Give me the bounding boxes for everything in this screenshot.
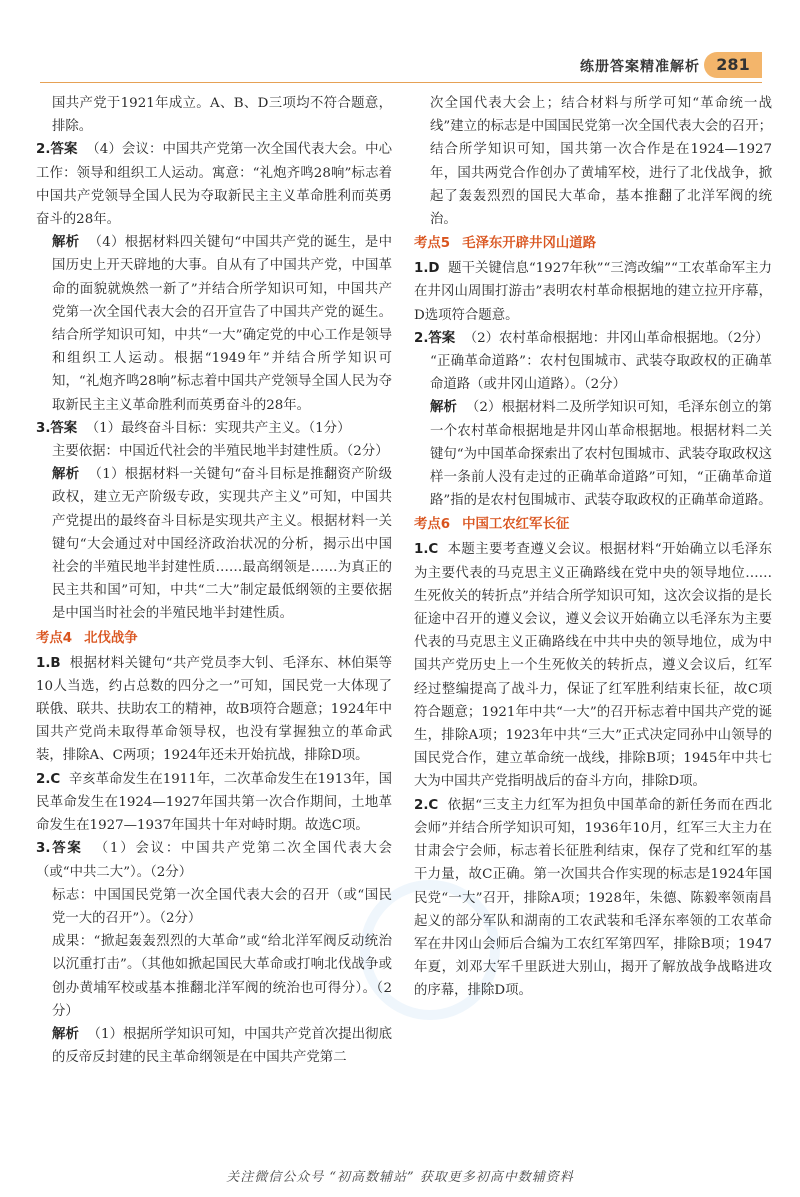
analysis-tag: 解析 — [52, 467, 80, 483]
header-title: 练册答案精准解析 — [580, 59, 700, 75]
explanation-text: 依据“三支主力红军为担负中国革命的新任务而在西北会师”并结合所学知识可知，1936年10月，红军三大主力在甘肃会宁会师，标志着长征胜利结束，保存了党和红军的基干力量，故C正确。第一次国共合作实现的标志是1924年国民党“一大”召开，排除A项；1928年，朱德、陈毅率领南昌起义的部分军队和湖南的工农武装和毛泽东率领的工农革命军在井冈山会师后合编为工农红军第四军，排除B项；1947年夏，刘邓大军千里跃进大别山，揭开了解放战争战略进攻的序幕，排除D项。 — [414, 797, 772, 999]
s4-question-3 — [36, 837, 392, 1069]
explanation-text: 本题主要考查遵义会议。根据材料“开始确立以毛泽东为主要代表的马克思主义正确路线在党中央的领导地位……生死攸关的转折点”并结合所学知识可知，这次会议指的是长征途中召开的遵义会议，遵义会议开始确立以毛泽东为主要代表的马克思主义正确路线在中共中央的领导地位，成为中国共产党历史上一个生死攸关的转折点，遵义会议后，红军经过整编提高了战斗力，保证了红军胜利结束长征，故C项符合题意；1921年中共“一大”的召开标志着中国共产党的诞生，排除A项；1923年中共“三大”正式决定同孙中山领导的国民党合作，建立革命统一战线，排除B项；1945年中共七大为中国共产党指明战后的奋斗方向，排除D项。 — [414, 542, 772, 790]
s4-question-2 — [36, 768, 392, 838]
answer-text-2: 标志：中国国民党第一次全国代表大会的召开（或“国民党一大的召开”）。（2分） — [52, 887, 392, 926]
page-number: 281 — [704, 52, 762, 78]
answer-text: （1）最终奋斗目标：实现共产主义。（1分） — [85, 420, 351, 436]
question-2 — [36, 138, 392, 416]
section-label: 考点4 — [36, 630, 73, 646]
question-number: 2. — [414, 330, 429, 346]
question-number: 2. — [414, 797, 429, 813]
analysis-tag: 解析 — [52, 235, 80, 251]
answer-tag: 答案 — [50, 142, 78, 158]
answer-text-3: 成果：“掀起轰轰烈烈的大革命”或“给北洋军阀反动统治以沉重打击”。（其他如掀起国民大革命或打响北伐战争或创办黄埔军校或基本推翻北洋军阀的统治也可得分）。（2分） — [52, 934, 392, 1019]
section-heading-5 — [414, 232, 772, 256]
section-title: 中国工农红军长征 — [462, 517, 570, 533]
analysis-text: （1）根据材料一关键句“奋斗目标是推翻资产阶级政权，建立无产阶级专政，实现共产主义”可知，中国共产党提出的最终奋斗目标是实现共产主义。根据材料一关键句“大会通过对中国经济政治状况的分析，揭示出中国社会的半殖民地半封建性质……最高纲领是……为真正的民主共和国”可知，中共“二大”制定最低纲领的主要依据是中国当时社会的半殖民地半封建性质。 — [52, 467, 392, 622]
answer-choice: C — [50, 771, 61, 787]
answer-text: （2）农村革命根据地：井冈山革命根据地。（2分） — [463, 330, 769, 346]
question-number: 1. — [36, 655, 51, 671]
section-label: 考点6 — [414, 517, 451, 533]
question-number: 2. — [36, 142, 51, 158]
analysis-tag: 解析 — [52, 1026, 79, 1042]
s5-question-2 — [414, 327, 772, 513]
s4-question-1 — [36, 652, 392, 768]
page-header — [0, 46, 800, 86]
answer-choice: D — [428, 261, 440, 277]
answer-tag: 答案 — [50, 420, 78, 436]
question-number: 3. — [36, 841, 51, 857]
footer-note: 关注微信公众号 “初高数辅站” 获取更多初高中数辅资料 — [226, 1170, 574, 1185]
question-number: 3. — [36, 420, 51, 436]
answer-text: （4）会议：中国共产党第一次全国代表大会。中心工作：领导和组织工人运动。寓意：“礼炮齐鸣28响”标志着中国共产党领导全国人民为夺取新民主主义革命胜利而英勇奋斗的28年。 — [36, 142, 392, 228]
explanation-text: 辛亥革命发生在1911年，二次革命发生在1913年，国民革命发生在1924—1927年国共第一次合作期间，土地革命发生在1927—1937年国共十年对峙时期。故选C项。 — [36, 771, 392, 834]
analysis-text: （1）根据所学知识可知，中国共产党首次提出彻底的反帝反封建的民主革命纲领是在中国共产党第二 — [52, 1026, 392, 1066]
answer-text: （1）会议：中国共产党第二次全国代表大会（或“中共二大”）。（2分） — [36, 841, 392, 880]
answer-choice: C — [428, 797, 439, 813]
header-divider — [40, 82, 762, 83]
explanation-text: 题干关键信息“1927年秋”“三湾改编”“工农革命军主力在井冈山周围打游击”表明农村革命根据地的建立拉开序幕，D选项符合题意。 — [414, 261, 772, 323]
section-title: 北伐战争 — [84, 630, 138, 646]
section-title: 毛泽东开辟井冈山道路 — [462, 236, 597, 252]
question-number: 1. — [414, 542, 429, 558]
question-3 — [36, 417, 392, 626]
continued-paragraph: 国共产党于1921年成立。A、B、D三项均不符合题意，排除。 — [52, 96, 392, 135]
question-number: 2. — [36, 771, 51, 787]
left-column — [36, 92, 392, 1069]
analysis-text: （2）根据材料二及所学知识可知，毛泽东创立的第一个农村革命根据地是井冈山革命根据地。根据材料二关键句“为中国革命探索出了农村包围城市、武装夺取政权这样一条前人没有走过的正确革命道路”可知，“正确革命道路”指的是农村包围城市、武装夺取政权的正确革命道路。 — [430, 400, 772, 509]
question-number: 1. — [414, 261, 429, 277]
section-label: 考点5 — [414, 236, 451, 252]
explanation-text: 根据材料关键句“共产党员李大钊、毛泽东、林伯渠等10人当选，约占总数的四分之一”可知，国民党一大体现了联俄、联共、扶助农工的精神，故B项符合题意；1924年中国共产党尚未取得革命领导权，也没有掌握独立的革命武装，排除A、C两项；1924年还未开始抗战，排除D项。 — [36, 655, 392, 764]
section-heading-4 — [36, 627, 392, 651]
s5-question-1 — [414, 257, 772, 327]
analysis-tag: 解析 — [430, 400, 458, 416]
right-column — [414, 92, 772, 1003]
answer-text-2: 主要依据：中国近代社会的半殖民地半封建性质。（2分） — [52, 444, 389, 460]
s6-question-1 — [414, 538, 772, 793]
s6-question-2 — [414, 794, 772, 1003]
answer-choice: B — [50, 655, 61, 671]
continued-paragraph: 次全国代表大会上；结合材料与所学可知“革命统一战线”建立的标志是中国国民党第一次全国代表大会的召开；结合所学知识可知，国共第一次合作是在1924—1927年，国共两党合作创办了黄埔军校，进行了北伐战争，掀起了轰轰烈烈的国民大革命，基本推翻了北洋军阀的统治。 — [430, 96, 772, 228]
answer-text-2: “正确革命道路”：农村包围城市、武装夺取政权的正确革命道路（或井冈山道路）。（2分） — [430, 354, 772, 393]
answer-tag: 答案 — [428, 330, 456, 346]
answer-tag: 答案 — [50, 841, 83, 857]
section-heading-6 — [414, 513, 772, 537]
analysis-text: （4）根据材料四关键句“中国共产党的诞生，是中国历史上开天辟地的大事。自从有了中国共产党，中国革命的面貌就焕然一新了”并结合所学知识可知，中国共产党第一次全国代表大会的召开宣告了中国共产党的诞生。结合所学知识可知，中共“一大”确定党的中心工作是领导和组织工人运动。根据“1949年”并结合所学知识可知，“礼炮齐鸣28响”标志着中国共产党领导全国人民为夺取新民主主义革命胜利而英勇奋斗的28年。 — [52, 235, 392, 413]
answer-choice: C — [428, 542, 439, 558]
